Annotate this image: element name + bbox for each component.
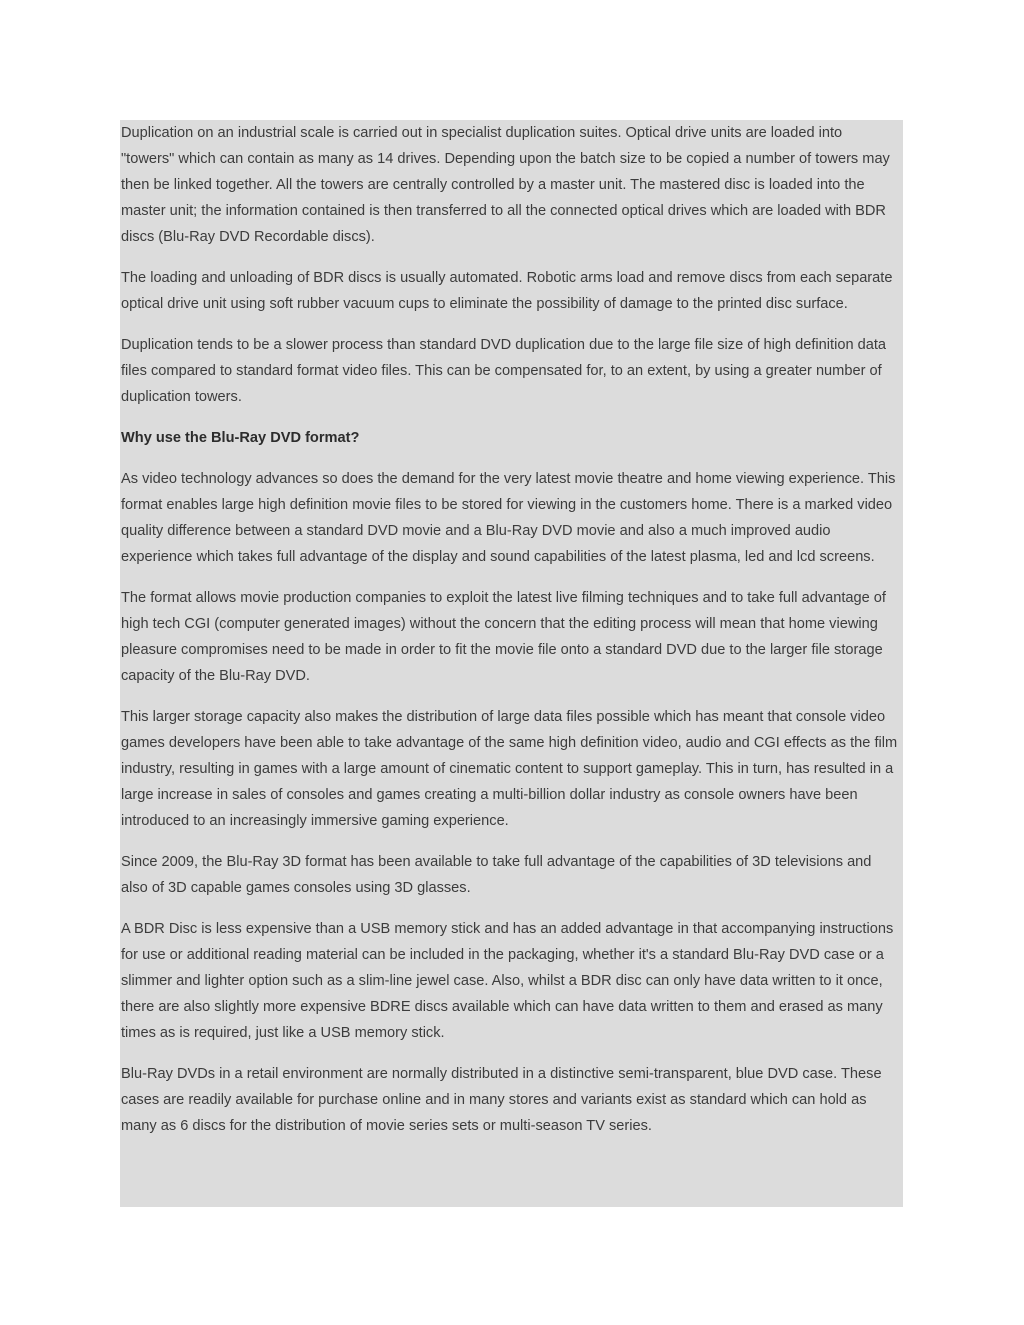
- paragraph-movie-production: The format allows movie production companies to exploit the latest live filming techniques and to take full advantage of high tech CGI (computer generated images) without the concern that the editing process will mean that home viewing pleasure compromises need to be made in order to fit the movie file onto a standard DVD due to the larger file storage capacity of the Blu-Ray DVD.: [121, 590, 886, 684]
- document-text-block: [120, 120, 903, 1207]
- paragraph-bdr-vs-usb: A BDR Disc is less expensive than a USB memory stick and has an added advantage in that accompanying instructions for use or additional reading material can be included in the packaging, whether it's a standard Blu-Ray DVD case or a slimmer and lighter option such as a slim-line jewel case. Also, whilst a BDR disc can only have data written to it once, there are also slightly more expensive BDRE discs available which can have data written to them and erased as many times as is required, just like a USB memory stick.: [121, 921, 894, 1041]
- paragraph-storage-capacity: This larger storage capacity also makes the distribution of large data files possible which has meant that console video games developers have been able to take advantage of the same high definition video, audio and CGI effects as the film industry, resulting in games with a large amount of cinematic content to support gameplay. This in turn, has resulted in a large increase in sales of consoles and games creating a multi-billion dollar industry as console owners have been introduced to an increasingly immersive gaming experience.: [121, 709, 898, 829]
- paragraph-retail-cases: Blu-Ray DVDs in a retail environment are normally distributed in a distinctive semi-transparent, blue DVD case. These cases are readily available for purchase online and in many stores and variants exist as standard which can hold as many as 6 discs for the distribution of movie series sets or multi-season TV series.: [121, 1066, 882, 1134]
- section-heading: Why use the Blu-Ray DVD format?: [121, 430, 360, 446]
- paragraph-duplication-speed: Duplication tends to be a slower process than standard DVD duplication due to the large file size of high definition data files compared to standard format video files. This can be compensated for, to an extent, by using a greater number of duplication towers.: [121, 337, 887, 405]
- paragraph-blu-ray-3d: Since 2009, the Blu-Ray 3D format has been available to take full advantage of the capabilities of 3D televisions and also of 3D capable games consoles using 3D glasses.: [121, 854, 872, 896]
- paragraph-duplication-suites: Duplication on an industrial scale is carried out in specialist duplication suites. Optical drive units are loaded into "towers" which can contain as many as 14 drives. Depending upon the batch size to be copied a number of towers may then be linked together. All the towers are centrally controlled by a master unit. The mastered disc is loaded into the master unit; the information contained is then transferred to all the connected optical drives which are loaded with BDR discs (Blu-Ray DVD Recordable discs).: [121, 125, 890, 245]
- paragraph-video-technology: As video technology advances so does the demand for the very latest movie theatre and home viewing experience. This format enables large high definition movie files to be stored for viewing in the customers home. There is a marked video quality difference between a standard DVD movie and a Blu-Ray DVD movie and also a much improved audio experience which takes full advantage of the display and sound capabilities of the latest plasma, led and lcd screens.: [121, 471, 896, 565]
- paragraph-loading-unloading: The loading and unloading of BDR discs is usually automated. Robotic arms load and remove discs from each separate optical drive unit using soft rubber vacuum cups to eliminate the possibility of damage to the printed disc surface.: [121, 270, 893, 312]
